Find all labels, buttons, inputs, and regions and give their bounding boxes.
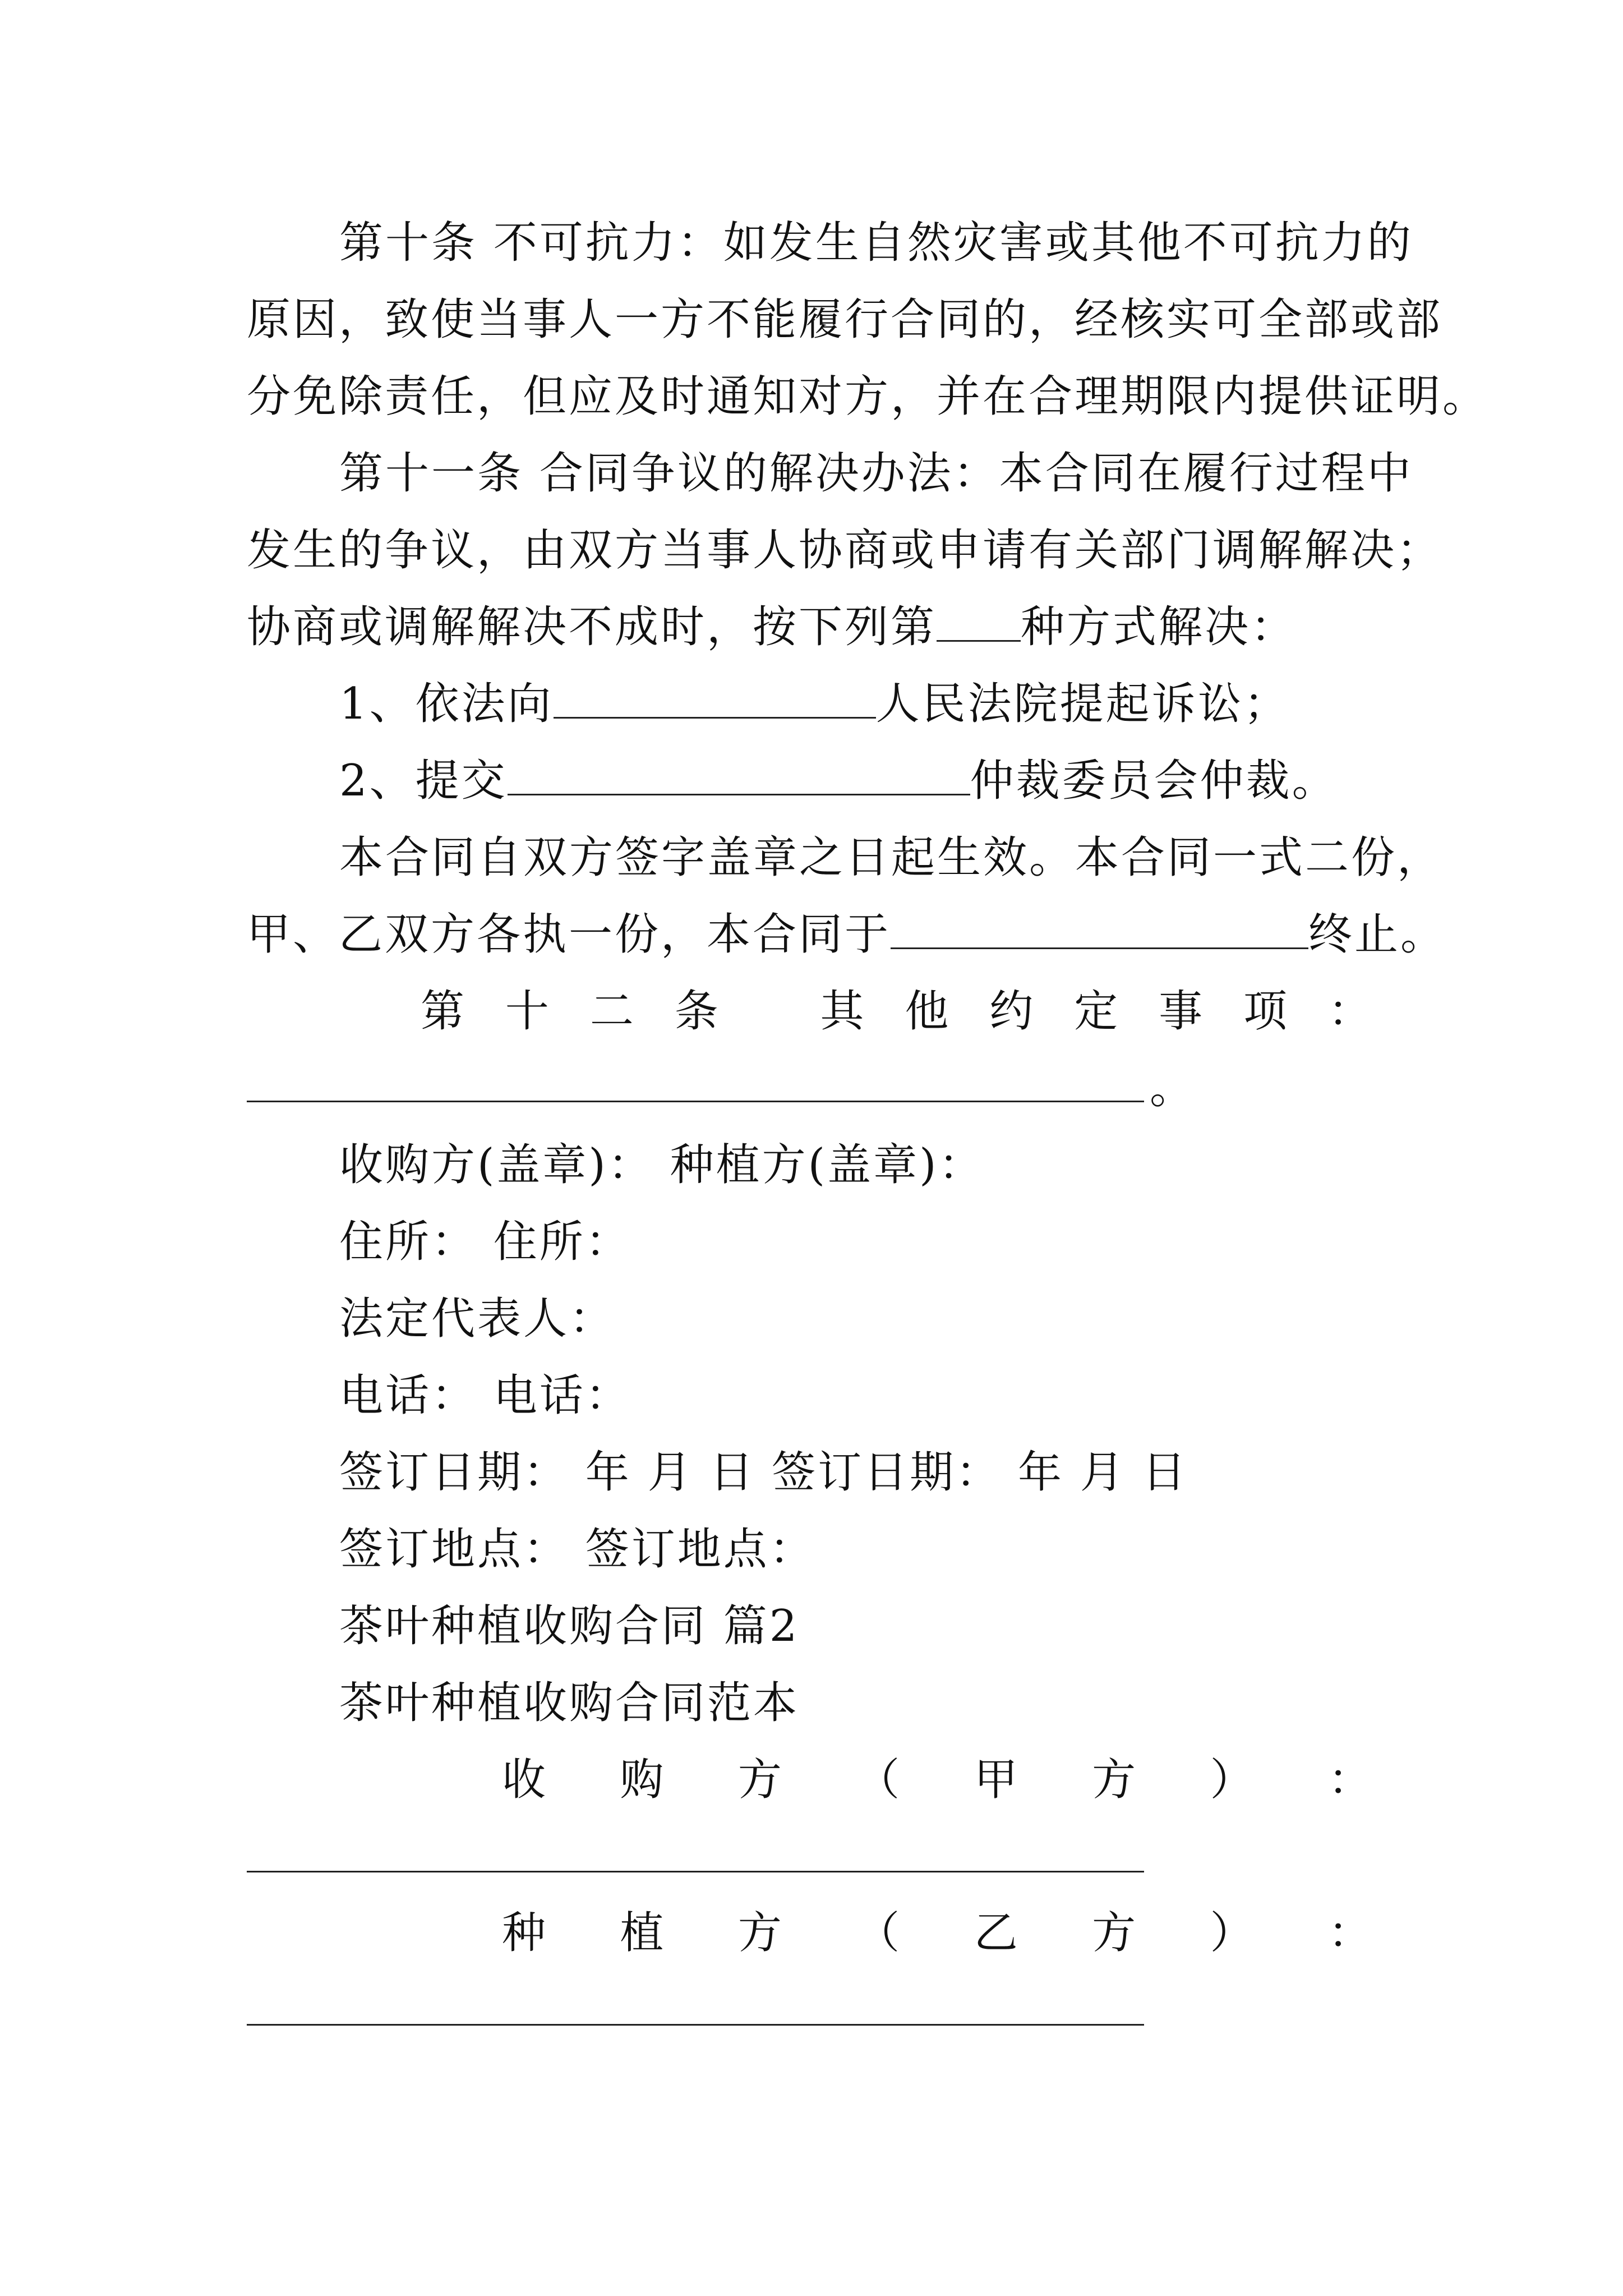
article10-line3: 分免除责任，但应及时通知对方，并在合理期限内提供证明。: [247, 371, 1489, 422]
article12-char: 十: [505, 986, 551, 1037]
article12-char: 其: [820, 986, 866, 1037]
planter-party-heading: [502, 1906, 1374, 1960]
planter-char: 乙: [974, 1908, 1020, 1958]
planter-name-blank: [247, 2024, 1144, 2026]
option2-text: 2、提交: [339, 756, 508, 806]
article12-end: 。: [1150, 1063, 1196, 1114]
buyer-char: （: [856, 1755, 902, 1805]
planter-char: ）: [1210, 1908, 1256, 1958]
planter-char: （: [856, 1908, 902, 1958]
option1-text: 1、依法向: [339, 679, 554, 729]
article12-char: 项: [1243, 986, 1290, 1037]
article12-char: 定: [1074, 986, 1121, 1037]
option2: [339, 754, 1483, 808]
article12-heading: [421, 984, 1374, 1038]
buyer-party-heading: [502, 1753, 1374, 1807]
article12-char: 他: [905, 986, 951, 1037]
arbitration-name-blank: [508, 754, 970, 795]
effect-line2-text: 甲、乙双方各执一份，本合同于: [247, 909, 891, 960]
buyer-char: 收: [502, 1755, 548, 1805]
planter-char: 种: [502, 1908, 548, 1958]
buyer-char: 甲: [974, 1755, 1020, 1805]
signature-date: 签订日期： 年 月 日 签订日期： 年 月 日: [339, 1447, 1188, 1498]
termination-date-blank: [891, 908, 1308, 949]
buyer-char: ）: [1210, 1755, 1256, 1805]
article10-line2: 原因，致使当事人一方不能履行合同的，经核实可全部或部: [247, 295, 1443, 345]
effect-line1: 本合同自双方签字盖章之日起生效。本合同一式二份，: [339, 832, 1444, 883]
signature-place: 签订地点： 签订地点：: [339, 1524, 815, 1575]
buyer-char: 购: [620, 1755, 666, 1805]
signature-phone: 电话： 电话：: [339, 1370, 631, 1421]
planter-char: ：: [1327, 1908, 1374, 1958]
article11-line2: 发生的争议，由双方当事人协商或申请有关部门调解解决；: [247, 525, 1443, 576]
signature-parties: 收购方(盖章)： 种植方(盖章)：: [339, 1140, 985, 1190]
signature-legal-rep: 法定代表人：: [339, 1294, 616, 1344]
article11-line3: [247, 600, 1391, 654]
article10-line1: 第十条 不可抗力：如发生自然灾害或其他不可抗力的: [339, 218, 1413, 268]
planter-char: 方: [1092, 1908, 1138, 1958]
article12-char: 二: [589, 986, 636, 1037]
article11-line3-tail: 种方式解决：: [1021, 602, 1297, 652]
article12-char: 条: [674, 986, 721, 1037]
option1-tail: 人民法院提起诉讼；: [875, 679, 1290, 729]
buyer-char: 方: [737, 1755, 784, 1805]
option1: [339, 677, 1483, 731]
article12-char: 第: [421, 986, 467, 1037]
signature-address: 住所： 住所：: [339, 1217, 631, 1267]
part2-subtitle: 茶叶种植收购合同范本: [339, 1678, 800, 1728]
buyer-name-blank: [247, 1871, 1144, 1872]
court-name-blank: [554, 678, 876, 719]
option2-tail: 仲裁委员会仲裁。: [970, 756, 1338, 806]
effect-line2: [247, 908, 1447, 961]
buyer-char: ：: [1327, 1755, 1374, 1805]
part2-heading: 茶叶种植收购合同 篇2: [339, 1601, 800, 1651]
article11-line1: 第十一条 合同争议的解决办法：本合同在履行过程中: [339, 448, 1413, 499]
buyer-char: 方: [1092, 1755, 1138, 1805]
planter-char: 方: [737, 1908, 784, 1958]
method-number-blank: [937, 601, 1021, 642]
other-terms-blank: [247, 1101, 1144, 1102]
article11-line3-text: 协商或调解解决不成时，按下列第: [247, 602, 937, 652]
article12-char: ：: [1327, 986, 1374, 1037]
article12-char: 事: [1159, 986, 1205, 1037]
article12-char: 约: [989, 986, 1036, 1037]
effect-line2-tail: 终止。: [1308, 909, 1447, 960]
planter-char: 植: [620, 1908, 666, 1958]
